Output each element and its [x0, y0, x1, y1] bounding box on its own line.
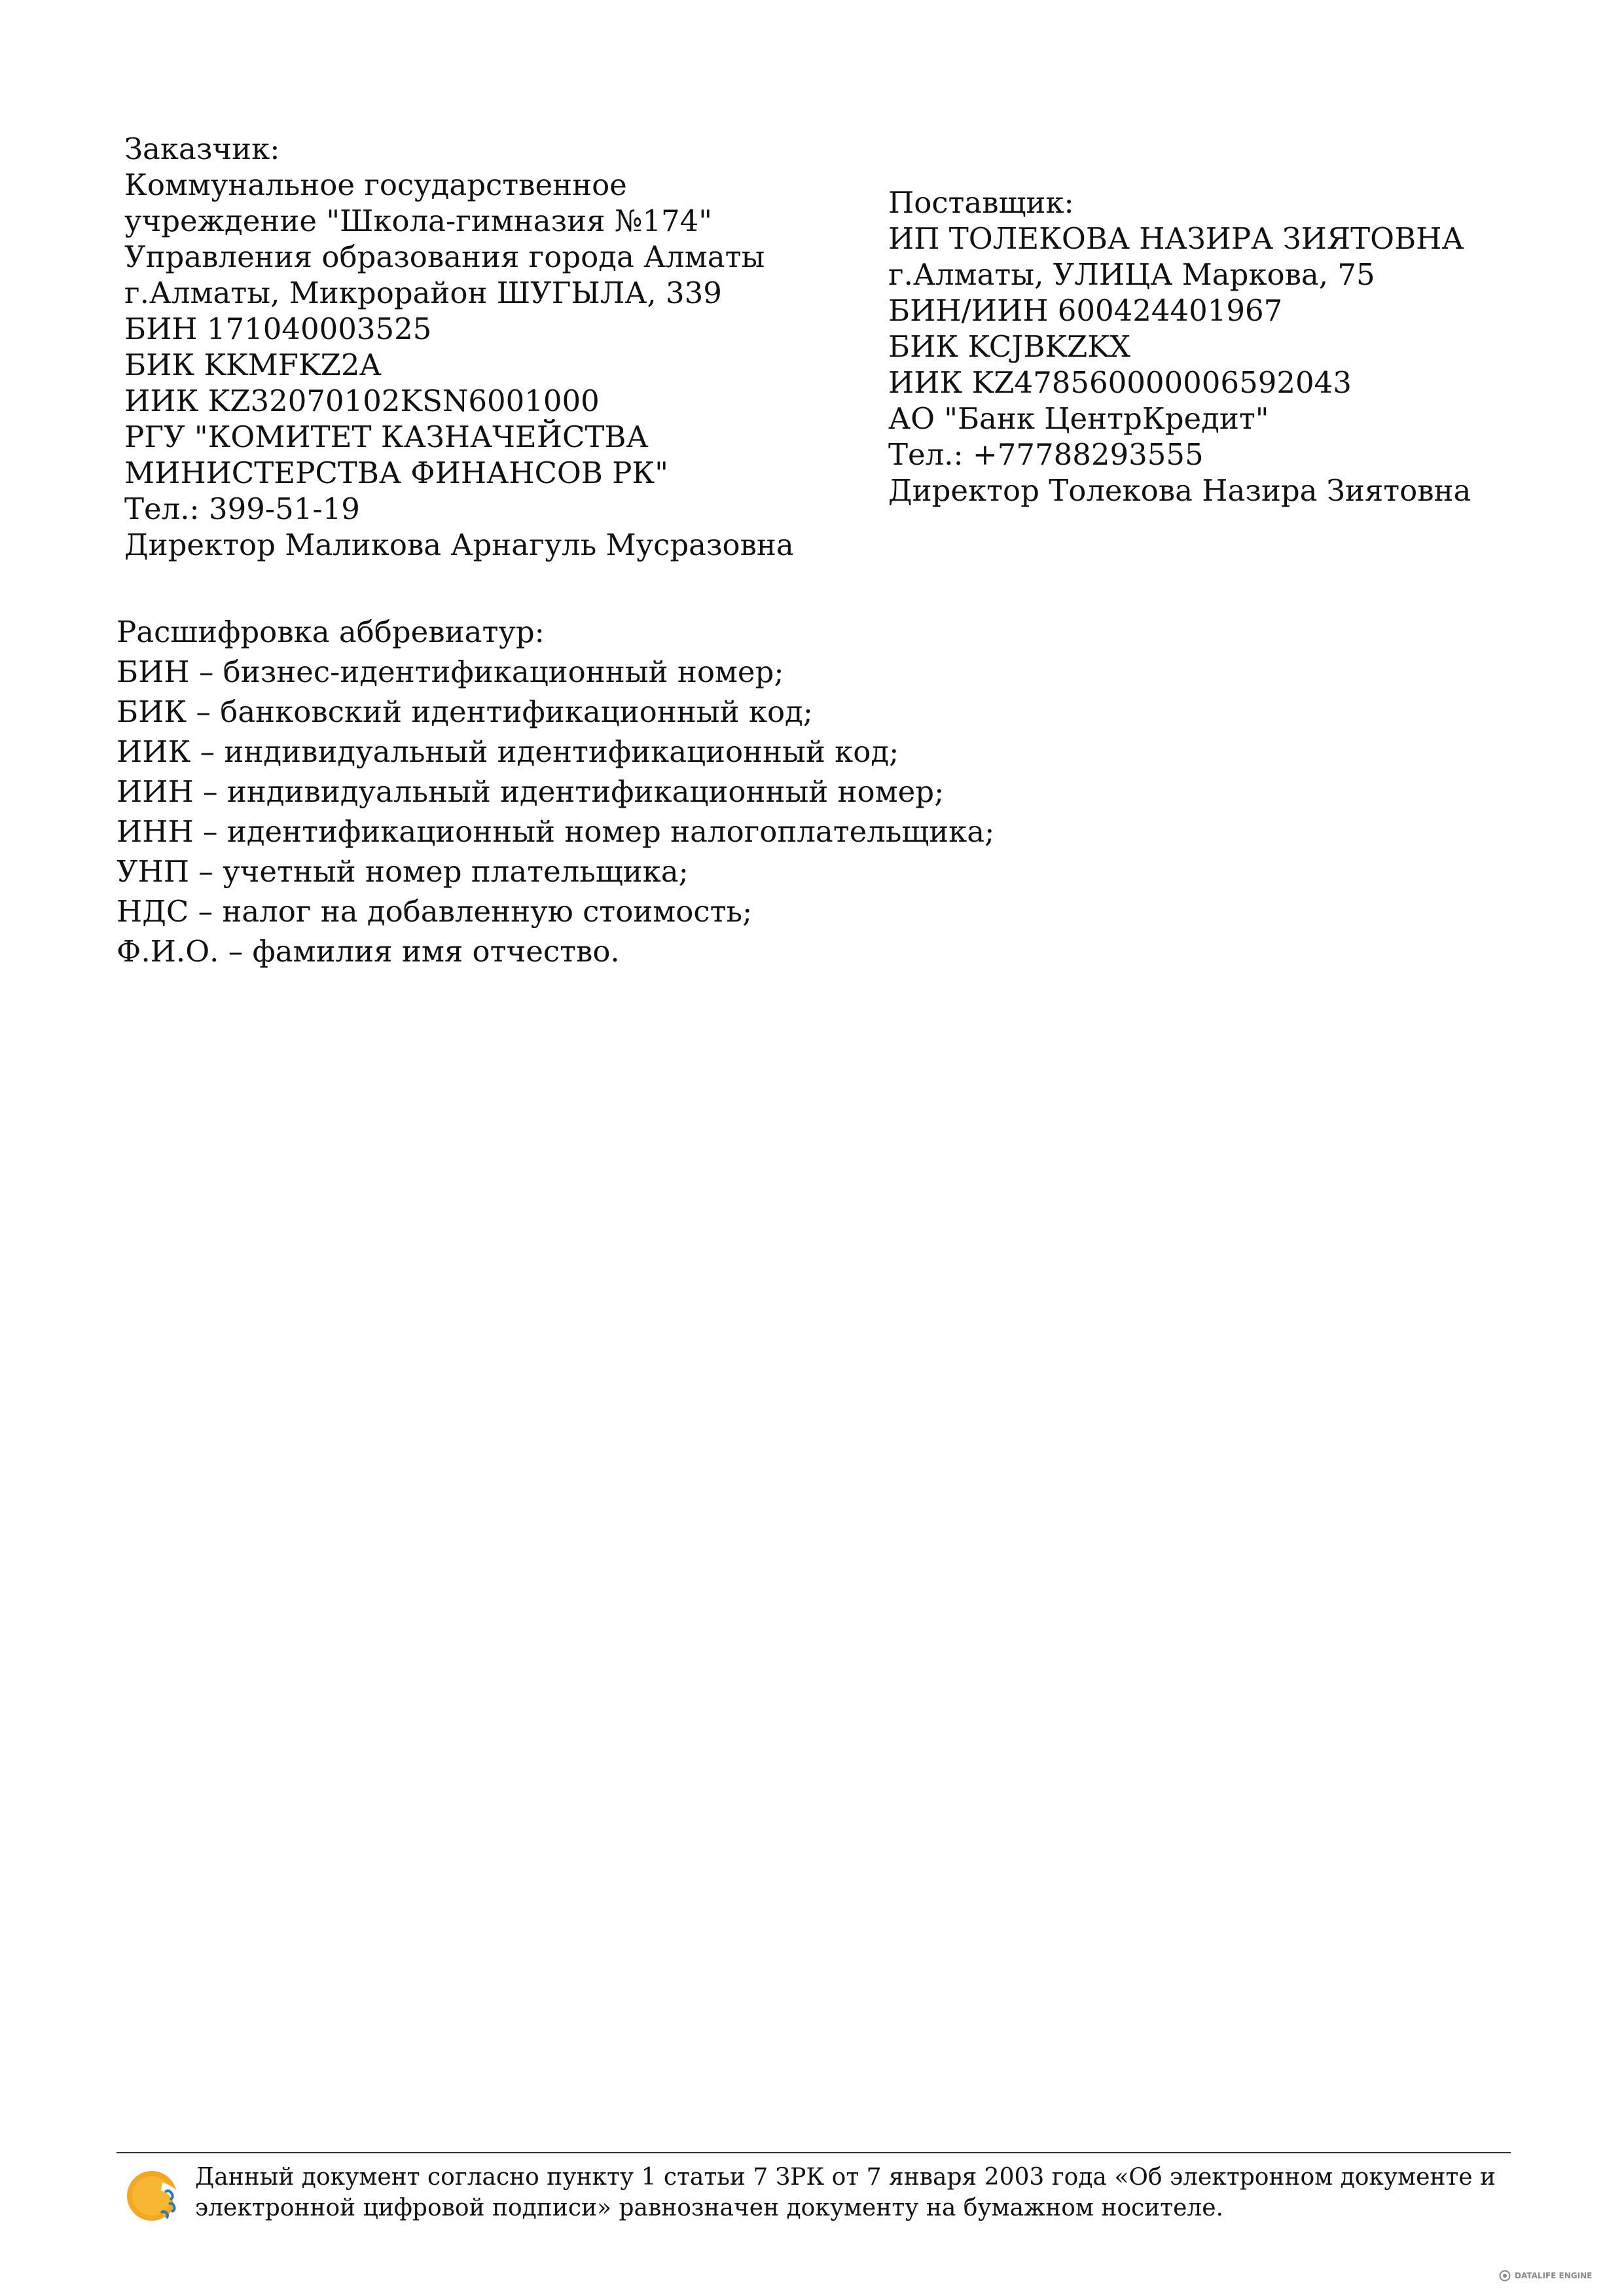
abbreviation-item: БИК – банковский идентификационный код;: [117, 694, 813, 729]
supplier-heading: Поставщик:: [888, 185, 1074, 220]
abbreviation-item: УНП – учетный номер плательщика;: [117, 854, 689, 889]
datalife-engine-mark-icon: [1499, 2270, 1511, 2282]
footer-line: Данный документ согласно пункту 1 статьи 7 ЗРК от 7 января 2003 года «Об электронном документе и: [195, 2164, 1496, 2191]
abbreviation-item: ИИН – индивидуальный идентификационный номер;: [117, 774, 945, 809]
abbreviation-item: ИИК – индивидуальный идентификационный код;: [117, 734, 899, 769]
datalife-engine-logo: [1499, 2269, 1592, 2282]
abbreviation-item: БИН – бизнес-идентификационный номер;: [117, 655, 784, 689]
customer-line: Директор Маликова Арнагуль Мусразовна: [124, 528, 794, 562]
supplier-line: г.Алматы, УЛИЦА Маркова, 75: [888, 257, 1375, 292]
supplier-line: ИИК KZ478560000006592043: [888, 365, 1352, 400]
abbreviations-list: [117, 612, 994, 971]
footer-legal-note: [195, 2162, 1496, 2223]
supplier-line: Директор Толекова Назира Зиятовна: [888, 473, 1471, 508]
supplier-line: БИК KCJBKZKX: [888, 329, 1130, 364]
customer-line: г.Алматы, Микрорайон ШУГЫЛА, 339: [124, 276, 722, 310]
supplier-line: АО "Банк ЦентрКредит": [888, 401, 1269, 436]
customer-line: Коммунальное государственное: [124, 168, 627, 202]
abbreviation-item: ИНН – идентификационный номер налогоплательщика;: [117, 814, 995, 849]
abbreviation-item: НДС – налог на добавленную стоимость;: [117, 894, 753, 929]
customer-heading: Заказчик:: [124, 132, 280, 166]
abbreviations-heading: Расшифровка аббревиатур:: [117, 615, 545, 649]
customer-line: БИН 171040003525: [124, 312, 432, 346]
customer-line: БИК KKMFKZ2A: [124, 348, 381, 382]
customer-line: ИИК KZ32070102KSN6001000: [124, 384, 600, 418]
footer-line: электронной цифровой подписи» равнозначен документу на бумажном носителе.: [195, 2195, 1223, 2221]
supplier-line: ИП ТОЛЕКОВА НАЗИРА ЗИЯТОВНА: [888, 221, 1464, 256]
customer-line: Управления образования города Алматы: [124, 240, 765, 274]
supplier-line: БИН/ИИН 600424401967: [888, 293, 1283, 328]
footer-divider: [117, 2152, 1511, 2153]
supplier-line: Тел.: +77788293555: [888, 437, 1204, 472]
abbreviation-item: Ф.И.О. – фамилия имя отчество.: [117, 934, 620, 969]
datalife-engine-text: DATALIFE ENGINE: [1515, 2271, 1593, 2280]
supplier-details: [888, 185, 1471, 509]
customer-line: Тел.: 399-51-19: [124, 492, 360, 526]
customer-line: РГУ "КОМИТЕТ КАЗНАЧЕЙСТВА: [124, 420, 649, 454]
customer-details: [124, 131, 794, 563]
customer-line: МИНИСТЕРСТВА ФИНАНСОВ РК": [124, 456, 668, 490]
customer-line: учреждение "Школа-гимназия №174": [124, 204, 713, 238]
egov-sun-logo-icon: [122, 2163, 187, 2229]
